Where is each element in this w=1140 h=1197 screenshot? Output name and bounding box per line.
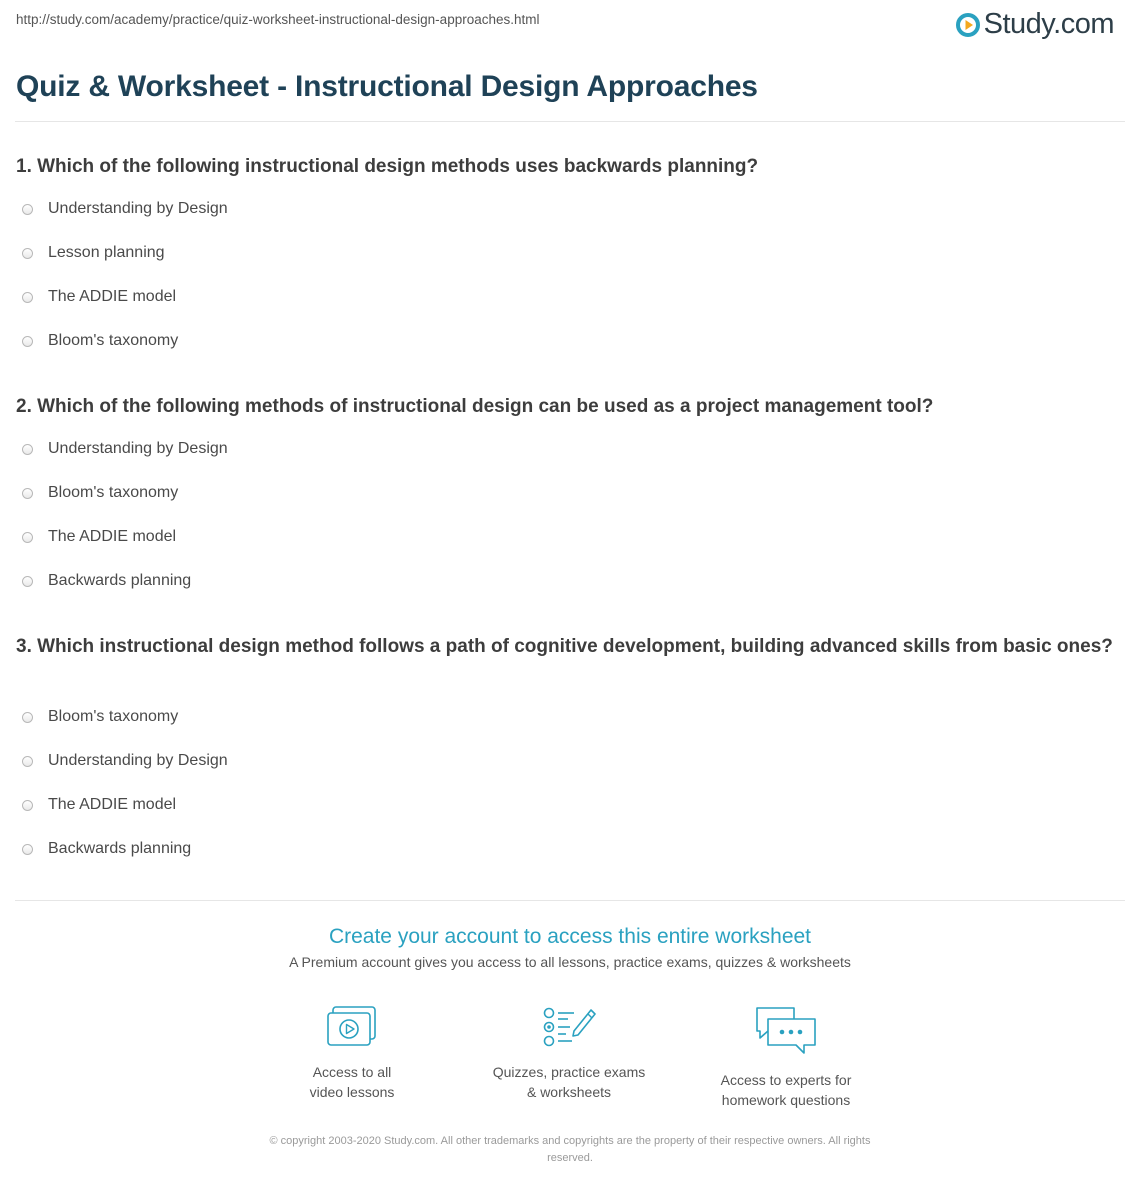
feature-label-line2: & worksheets: [526, 1084, 612, 1100]
cta-divider: [15, 900, 1125, 901]
answer-option[interactable]: [22, 752, 228, 770]
answer-option[interactable]: [22, 244, 165, 262]
answer-text: The ADDIE model: [48, 796, 177, 813]
copyright-line1: © copyright 2003-2020 Study.com. All other trademarks and copyrights are the property of their respective owners. All rights: [269, 1135, 871, 1147]
copyright-footer: [210, 1133, 930, 1167]
cta-subtitle: A Premium account gives you access to all lessons, practice exams, quizzes & worksheets: [289, 954, 851, 970]
answer-option[interactable]: [22, 708, 178, 726]
question-3: 3. Which instructional design method follows a path of cognitive development, building advanced skills from basic ones?: [16, 636, 1113, 657]
radio-button[interactable]: [22, 292, 33, 303]
logo-text: Study.com: [983, 8, 1114, 40]
answer-text: Understanding by Design: [48, 440, 228, 457]
radio-button[interactable]: [22, 756, 33, 767]
answer-text: Backwards planning: [48, 840, 192, 857]
page-title: Quiz & Worksheet - Instructional Design Approaches: [16, 70, 758, 103]
feature-video-lessons: [252, 1005, 452, 1102]
answer-text: Bloom's taxonomy: [48, 708, 179, 725]
feature-label-line1: Access to experts for: [720, 1072, 852, 1088]
question-2: 2. Which of the following methods of instructional design can be used as a project management tool?: [16, 396, 934, 417]
radio-button[interactable]: [22, 488, 33, 499]
radio-button[interactable]: [22, 532, 33, 543]
radio-button[interactable]: [22, 444, 33, 455]
radio-button[interactable]: [22, 800, 33, 811]
radio-button[interactable]: [22, 844, 33, 855]
radio-button[interactable]: [22, 576, 33, 587]
answer-option[interactable]: [22, 572, 191, 590]
radio-button[interactable]: [22, 336, 33, 347]
create-account-link[interactable]: Create your account to access this entire worksheet: [328, 925, 812, 948]
play-logo-icon: [956, 13, 980, 37]
answer-text: Bloom's taxonomy: [48, 332, 179, 349]
feature-quizzes: [469, 1005, 669, 1102]
answer-text: Understanding by Design: [48, 200, 228, 217]
page-url: http://study.com/academy/practice/quiz-worksheet-instructional-design-approaches.html: [16, 12, 540, 27]
answer-option[interactable]: [22, 440, 228, 458]
feature-experts: [686, 1005, 886, 1110]
answer-option[interactable]: [22, 288, 176, 306]
answer-text: Understanding by Design: [48, 752, 228, 769]
answer-text: Backwards planning: [48, 572, 192, 589]
feature-label-line1: Quizzes, practice exams: [492, 1064, 646, 1080]
feature-label-line1: Access to all: [312, 1064, 392, 1080]
question-1: 1. Which of the following instructional design methods uses backwards planning?: [16, 156, 759, 177]
answer-option[interactable]: [22, 484, 178, 502]
answer-option[interactable]: [22, 528, 176, 546]
radio-button[interactable]: [22, 712, 33, 723]
copyright-line2: reserved.: [547, 1152, 593, 1164]
answer-text: The ADDIE model: [48, 528, 177, 545]
answer-option[interactable]: [22, 796, 176, 814]
answer-text: Bloom's taxonomy: [48, 484, 179, 501]
answer-option[interactable]: [22, 840, 191, 858]
radio-button[interactable]: [22, 204, 33, 215]
feature-label-line2: video lessons: [309, 1084, 395, 1100]
study-logo[interactable]: [956, 8, 1114, 41]
title-divider: [15, 121, 1125, 122]
answer-text: The ADDIE model: [48, 288, 177, 305]
quiz-checklist-icon: [541, 1005, 597, 1049]
radio-button[interactable]: [22, 248, 33, 259]
expert-chat-icon: [754, 1005, 818, 1057]
video-lessons-icon: [326, 1005, 378, 1049]
answer-option[interactable]: [22, 332, 178, 350]
feature-label-line2: homework questions: [721, 1092, 851, 1108]
answer-option[interactable]: [22, 200, 228, 218]
answer-text: Lesson planning: [48, 244, 165, 261]
